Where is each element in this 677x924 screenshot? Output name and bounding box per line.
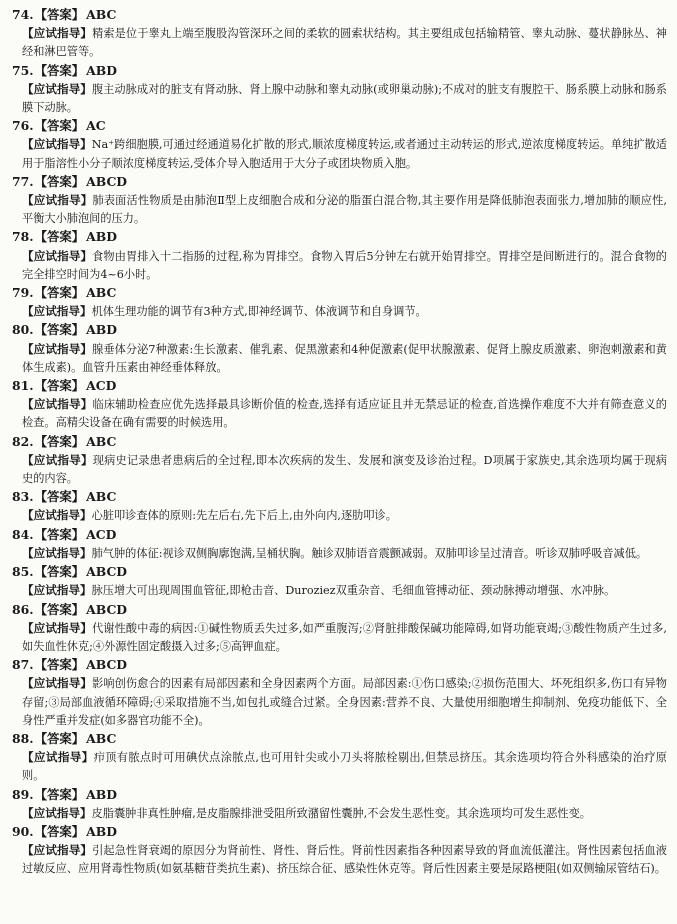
entry-90 [12,823,667,879]
entry-89 [12,786,667,823]
question-number: 82. [12,433,34,449]
guide-paragraph [12,395,667,432]
guide-label: 【应试指导】 [22,452,93,467]
guide-label: 【应试指导】 [22,137,92,152]
question-number: 89. [12,786,34,802]
entry-80 [12,321,667,377]
answer-value: ABD [86,786,117,802]
answer-value: ABD [86,62,117,78]
answer-line [12,228,667,246]
guide-text: 机体生理功能的调节有3种方式,即神经调节、体液调节和自身调节。 [91,305,427,319]
entry-75 [12,62,667,118]
question-number: 74. [12,7,34,22]
guide-text: 皮脂囊肿非真性肿瘤,是皮脂腺排泄受阻所致潴留性囊肿,不会发生恶性变。其余选项均可发生恶性变。 [91,806,591,820]
answer-label: 【答案】 [34,173,85,189]
guide-label: 【应试指导】 [22,676,93,691]
guide-text: 脉压增大可出现周围血管征,即枪击音、Duroziez双重杂音、毛细血管搏动征、颈动脉搏动增强、水冲脉。 [91,584,616,598]
answer-value: ABCD [86,657,128,673]
guide-paragraph [12,24,667,61]
answer-line [12,173,667,191]
guide-label: 【应试指导】 [22,545,92,560]
question-number: 90. [12,823,34,839]
guide-label: 【应试指导】 [22,843,93,858]
entry-77 [12,173,667,229]
answer-value: ABC [86,730,117,746]
entry-86 [12,601,667,657]
guide-text: 精索是位于睾丸上端至腹股沟管深环之间的柔软的圆索状结构。其主要组成包括输精管、睾丸动脉、蔓状静脉丛、神经和淋巴管等。 [22,27,667,59]
guide-text: 心脏叩诊查体的原则:先左后右,先下后上,由外向内,逐肋叩诊。 [91,509,397,523]
question-number: 75. [12,62,34,78]
question-number: 84. [12,526,34,542]
guide-label: 【应试指导】 [22,620,93,635]
guide-text: 疖顶有脓点时可用碘伏点涂脓点,也可用针尖或小刀头将脓栓剔出,但禁忌挤压。其余选项均符合外科感染的治疗原则。 [22,751,667,783]
answer-label: 【答案】 [34,378,85,394]
question-number: 78. [12,229,34,245]
guide-label: 【应试指导】 [22,508,92,523]
answer-value: AC [86,118,106,134]
answer-label: 【答案】 [34,823,85,839]
guide-paragraph [12,247,667,284]
entry-88 [12,730,667,786]
answer-line [12,823,667,841]
answer-value: ABC [86,489,117,505]
guide-paragraph [12,302,667,321]
guide-label: 【应试指导】 [22,583,92,598]
guide-label: 【应试指导】 [22,805,92,820]
question-number: 80. [12,322,34,338]
entry-79 [12,284,667,321]
entry-76 [12,117,667,173]
entry-83 [12,488,667,525]
guide-paragraph [12,135,667,172]
guide-text: Na⁺跨细胞膜,可通过经通道易化扩散的形式,顺浓度梯度转运,或者通过主动转运的形式,逆浓度梯度转运。单纯扩散适用于脂溶性小分子顺浓度梯度转运,受体介导入胞适用于大分子或团块物质入胞。 [22,138,667,170]
answer-value: ABD [86,229,117,245]
entry-87 [12,656,667,730]
guide-label: 【应试指导】 [22,304,92,319]
answer-value: ABC [86,7,117,22]
answer-label: 【答案】 [34,7,85,22]
answer-label: 【答案】 [34,322,85,338]
answer-line [12,730,667,748]
answer-line [12,377,667,395]
guide-paragraph [12,581,667,600]
answer-value: ABC [86,433,117,449]
answer-label: 【答案】 [34,285,85,301]
guide-paragraph [12,340,667,377]
question-number: 81. [12,378,34,394]
answer-value: ABD [86,823,117,839]
guide-text: 临床辅助检查应优先选择最具诊断价值的检查,选择有适应证且并无禁忌证的检查,首选操作难度不大并有筛查意义的检查。高精尖设备在确有需要的时候选用。 [22,398,667,430]
answer-line [12,284,667,302]
guide-paragraph [12,451,667,488]
guide-text: 影响创伤愈合的因素有局部因素和全身因素两个方面。局部因素:①伤口感染;②损伤范围大、坏死组织多,伤口有异物存留;③局部血液循环障碍;④采取措施不当,如包扎或缝合过紧。全身因素:营养不良、大量使用细胞增生抑制剂、免疫功能低下、全身性严重并发症(如多器官功能不全)。 [22,677,667,727]
question-number: 83. [12,489,34,505]
guide-paragraph [12,191,667,228]
guide-paragraph [12,804,667,823]
answer-line [12,488,667,506]
answer-line [12,786,667,804]
entry-84 [12,526,667,563]
guide-label: 【应试指导】 [22,341,93,356]
question-number: 86. [12,601,34,617]
answer-value: ACD [86,526,117,542]
guide-label: 【应试指导】 [22,397,93,412]
guide-paragraph [12,544,667,563]
question-number: 87. [12,657,34,673]
answer-line [12,62,667,80]
question-number: 77. [12,173,34,189]
answer-line [12,433,667,451]
answer-label: 【答案】 [34,786,85,802]
entry-78 [12,228,667,284]
guide-paragraph [12,619,667,656]
question-number: 88. [12,730,34,746]
guide-text: 肺气肿的体征:视诊双侧胸廓饱满,呈桶状胸。触诊双肺语音震颤减弱。双肺叩诊呈过清音。听诊双肺呼吸音减低。 [91,546,648,560]
answer-label: 【答案】 [34,526,85,542]
question-number: 79. [12,285,34,301]
answer-line [12,321,667,339]
answer-value: ABCD [86,173,128,189]
question-number: 76. [12,118,34,134]
answer-line [12,117,667,135]
guide-label: 【应试指导】 [22,193,93,208]
guide-paragraph [12,506,667,525]
answer-label: 【答案】 [34,229,85,245]
answer-value: ABC [86,285,117,301]
answer-value: ABD [86,322,117,338]
answer-label: 【答案】 [34,489,85,505]
guide-label: 【应试指导】 [22,248,93,263]
guide-text: 现病史记录患者患病后的全过程,即本次疾病的发生、发展和演变及诊治过程。D项属于家族史,其余选项均属于现病史的内容。 [22,453,667,486]
guide-label: 【应试指导】 [22,81,92,96]
answer-label: 【答案】 [34,433,85,449]
guide-text: 食物由胃排入十二指肠的过程,称为胃排空。食物入胃后5分钟左右就开始胃排空。胃排空是间断进行的。混合食物的完全排空时间为4~6小时。 [22,249,667,281]
guide-paragraph [12,841,667,878]
answer-label: 【答案】 [34,730,85,746]
answer-label: 【答案】 [34,657,85,673]
answer-line [12,6,667,24]
guide-text: 代谢性酸中毒的病因:①碱性物质丢失过多,如严重腹泻;②肾脏排酸保碱功能障碍,如肾功能衰竭;③酸性物质产生过多,如失血性休克;④外源性固定酸摄入过多;⑤高钾血症。 [22,621,667,653]
guide-text: 引起急性肾衰竭的原因分为肾前性、肾性、肾后性。肾前性因素指各种因素导致的肾血流低灌注。肾性因素包括血液过敏反应、应用肾毒性物质(如氨基糖苷类抗生素)、挤压综合征、感染性休克等。肾后性因素主要是尿路梗阻(如双侧输尿管结石)。 [22,844,667,876]
guide-paragraph [12,674,667,730]
guide-text: 腹主动脉成对的脏支有肾动脉、肾上腺中动脉和睾丸动脉(或卵巢动脉);不成对的脏支有腹腔干、肠系膜上动脉和肠系膜下动脉。 [22,82,667,115]
answer-label: 【答案】 [34,564,85,580]
guide-label: 【应试指导】 [22,750,94,765]
answer-label: 【答案】 [34,118,85,134]
guide-paragraph [12,80,667,117]
answer-line [12,526,667,544]
entry-82 [12,433,667,489]
guide-text: 肺表面活性物质是由肺泡Ⅱ型上皮细胞合成和分泌的脂蛋白混合物,其主要作用是降低肺泡表面张力,增加肺的顺应性,平衡大小肺泡间的压力。 [22,194,667,226]
answer-label: 【答案】 [34,62,85,78]
question-number: 85. [12,564,34,580]
answer-label: 【答案】 [34,601,85,617]
answer-value: ABCD [86,601,128,617]
guide-text: 腺垂体分泌7种激素:生长激素、催乳素、促黑激素和4种促激素(促甲状腺激素、促肾上腺皮质激素、卵泡刺激素和黄体生成素)。血管升压素由神经垂体释放。 [22,342,667,374]
answer-line [12,601,667,619]
entry-85 [12,563,667,600]
answer-line [12,563,667,581]
entry-81 [12,377,667,433]
answer-line [12,656,667,674]
answer-value: ABCD [86,564,128,580]
answer-value: ACD [86,378,117,394]
guide-paragraph [12,748,667,785]
entry-74 [12,6,667,62]
guide-label: 【应试指导】 [22,26,93,41]
